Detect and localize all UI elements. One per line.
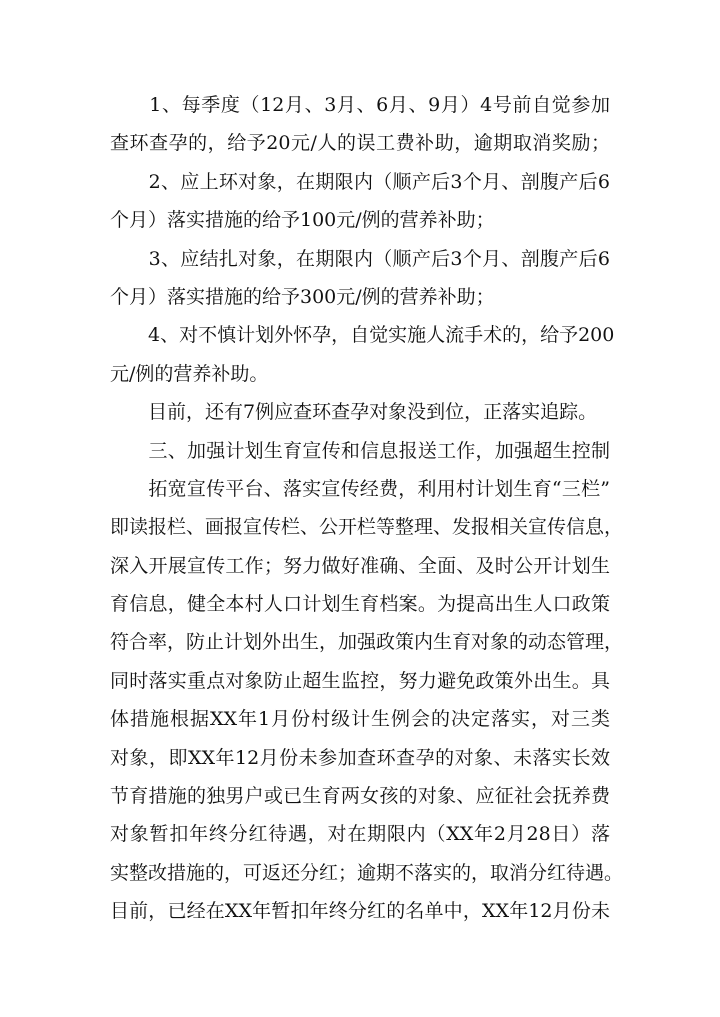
- text-line: 对象暂扣年终分红待遇，对在期限内（XX年2月28日）落: [110, 823, 610, 846]
- text-line: 查环查孕的，给予20元/人的误工费补助，逾期取消奖励；: [110, 132, 610, 155]
- text-line: 元/例的营养补助。: [110, 362, 269, 385]
- text-line: 实整改措施的，可返还分红；逾期不落实的，取消分红待遇。: [110, 861, 624, 884]
- text-line: 4、对不慎计划外怀孕，自觉实施人流手术的，给予200: [110, 324, 615, 347]
- text-line: 育信息，健全本村人口计划生育档案。为提高出生人口政策: [110, 593, 610, 616]
- text-line: 2、应上环对象，在期限内（顺产后3个月、剖腹产后6: [110, 170, 610, 193]
- document-body: [110, 86, 624, 931]
- text-line: 1、每季度（12月、3月、6月、9月）4号前自觉参加: [110, 94, 610, 116]
- text-line: 深入开展宣传工作；努力做好准确、全面、及时公开计划生: [110, 554, 610, 577]
- text-line: 即读报栏、画报宣传栏、公开栏等整理、发报相关宣传信息，: [110, 516, 624, 539]
- text-line: 节育措施的独男户或已生育两女孩的对象、应征社会抚养费: [110, 785, 610, 808]
- text-line: 目前，还有7例应查环查孕对象没到位，正落实追踪。: [110, 401, 598, 424]
- text-line: 个月）落实措施的给予100元/例的营养补助；: [110, 209, 495, 232]
- text-line: 拓宽宣传平台、落实宣传经费，利用村计划生育“三栏”: [110, 477, 610, 500]
- text-line: 目前，已经在XX年暂扣年终分红的名单中，XX年12月份未: [110, 900, 610, 923]
- text-line: 符合率，防止计划外出生，加强政策内生育对象的动态管理，: [110, 631, 624, 654]
- text-line: 体措施根据XX年1月份村级计生例会的决定落实，对三类: [110, 708, 610, 731]
- text-line: 对象，即XX年12月份未参加查环查孕的对象、未落实长效: [110, 746, 610, 769]
- text-line: 同时落实重点对象防止超生监控，努力避免政策外出生。具: [110, 669, 610, 692]
- section-heading: 三、加强计划生育宣传和信息报送工作，加强超生控制: [110, 439, 610, 462]
- text-line: 个月）落实措施的给予300元/例的营养补助；: [110, 285, 495, 308]
- text-line: 3、应结扎对象，在期限内（顺产后3个月、剖腹产后6: [110, 247, 610, 270]
